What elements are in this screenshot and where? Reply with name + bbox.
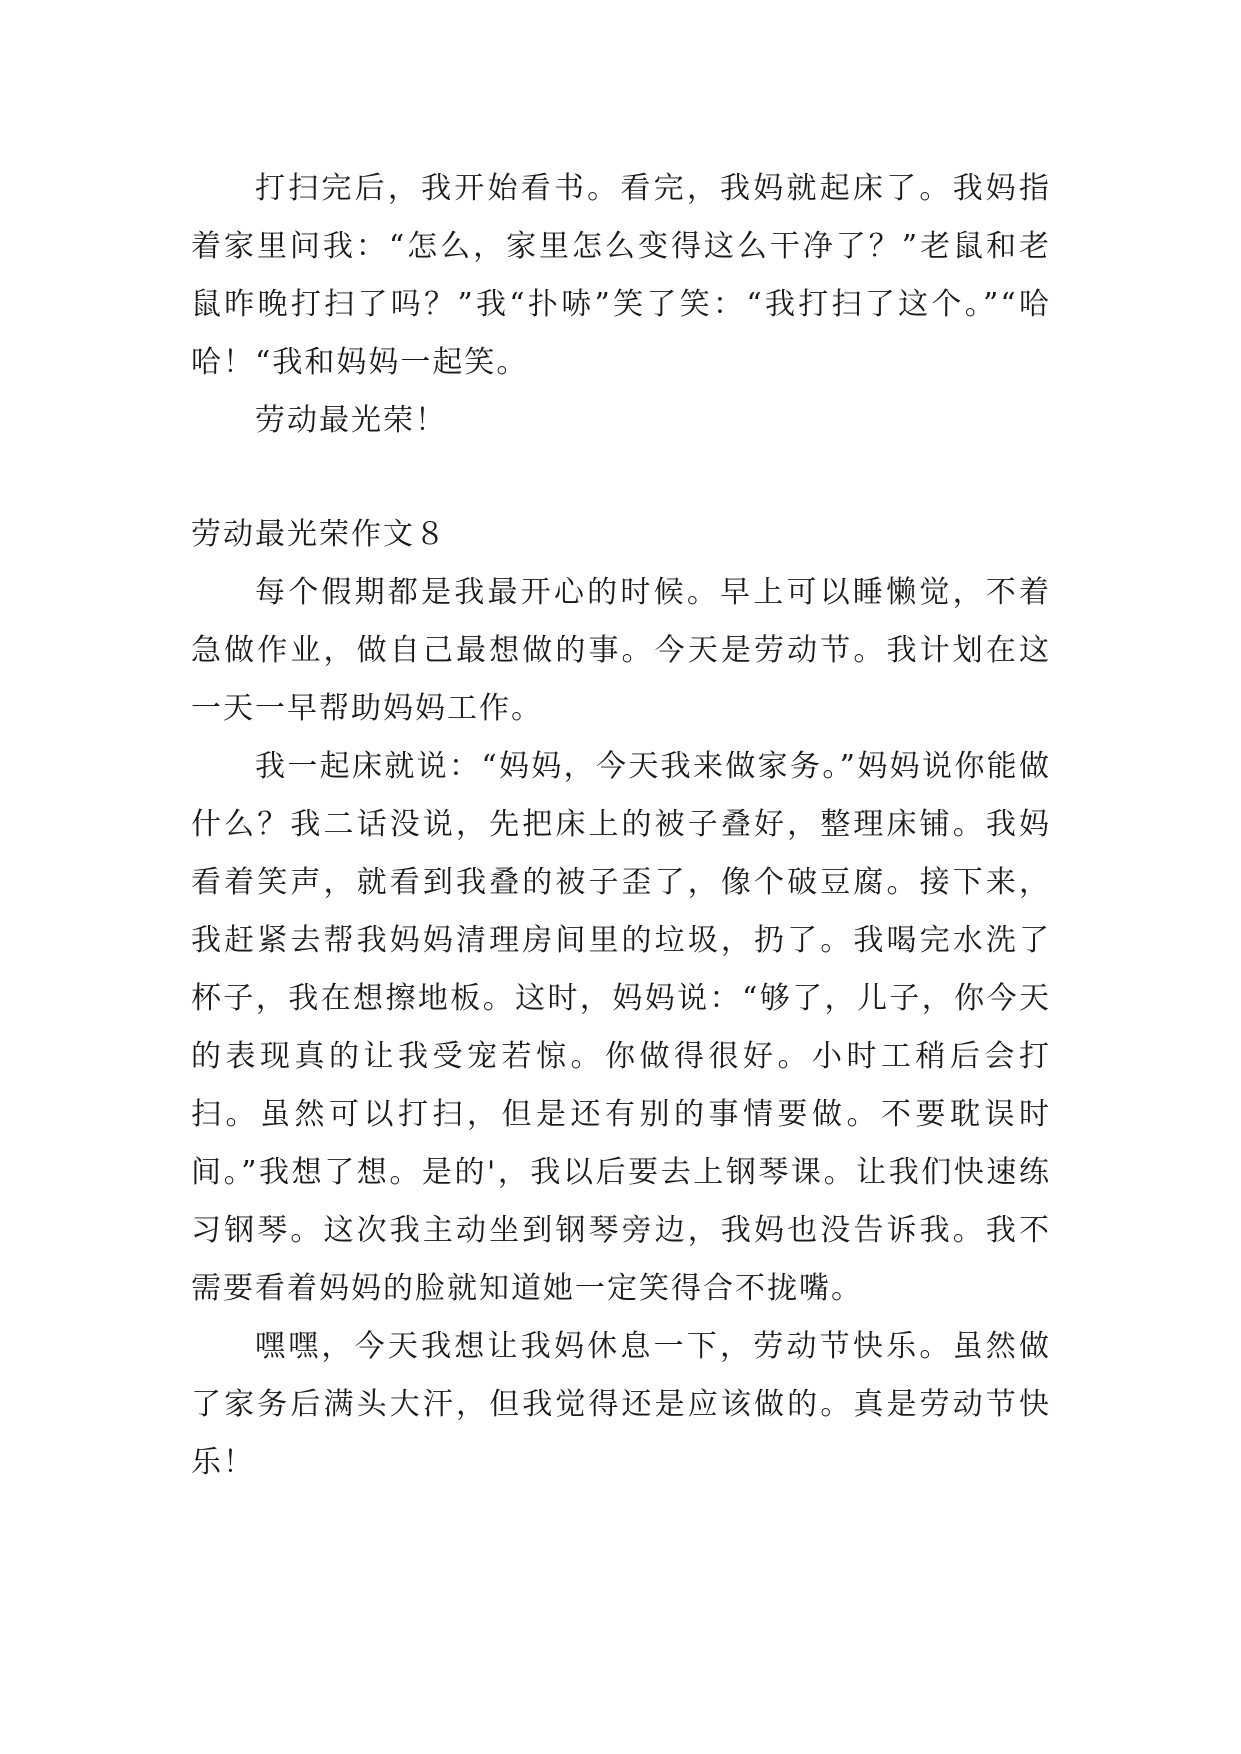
document-body	[191, 160, 1051, 1492]
essay-title: 劳动最光荣作文８	[191, 517, 447, 552]
paragraph: 劳动最光荣！	[255, 403, 447, 438]
paragraph: 每个假期都是我最开心的时候。早上可以睡懒觉，不着急做作业，做自己最想做的事。今天是劳动节。我计划在这一天一早帮助妈妈工作。	[191, 575, 1051, 726]
paragraph: 打扫完后，我开始看书。看完，我妈就起床了。我妈指着家里问我：“怎么，家里怎么变得这么干净了？”老鼠和老鼠昨晚打扫了吗？”我“扑哧”笑了笑：“我打扫了这个。”“哈哈！“我和妈妈一起笑。	[191, 171, 1051, 380]
paragraph: 嘿嘿，今天我想让我妈休息一下，劳动节快乐。虽然做了家务后满头大汗，但我觉得还是应该做的。真是劳动节快乐！	[191, 1329, 1051, 1480]
paragraph: 我一起床就说：“妈妈，今天我来做家务。”妈妈说你能做什么？我二话没说，先把床上的被子叠好，整理床铺。我妈看着笑声，就看到我叠的被子歪了，像个破豆腐。接下来，我赶紧去帮我妈妈清理房间里的垃圾，扔了。我喝完水洗了杯子，我在想擦地板。这时，妈妈说：“够了，儿子，你今天的表现真的让我受宠若惊。你做得很好。小时工稍后会打扫。虽然可以打扫，但是还有别的事情要做。不要耽误时间。”我想了想。是的'，我以后要去上钢琴课。让我们快速练习钢琴。这次我主动坐到钢琴旁边，我妈也没告诉我。我不需要看着妈妈的脸就知道她一定笑得合不拢嘴。	[191, 749, 1051, 1306]
